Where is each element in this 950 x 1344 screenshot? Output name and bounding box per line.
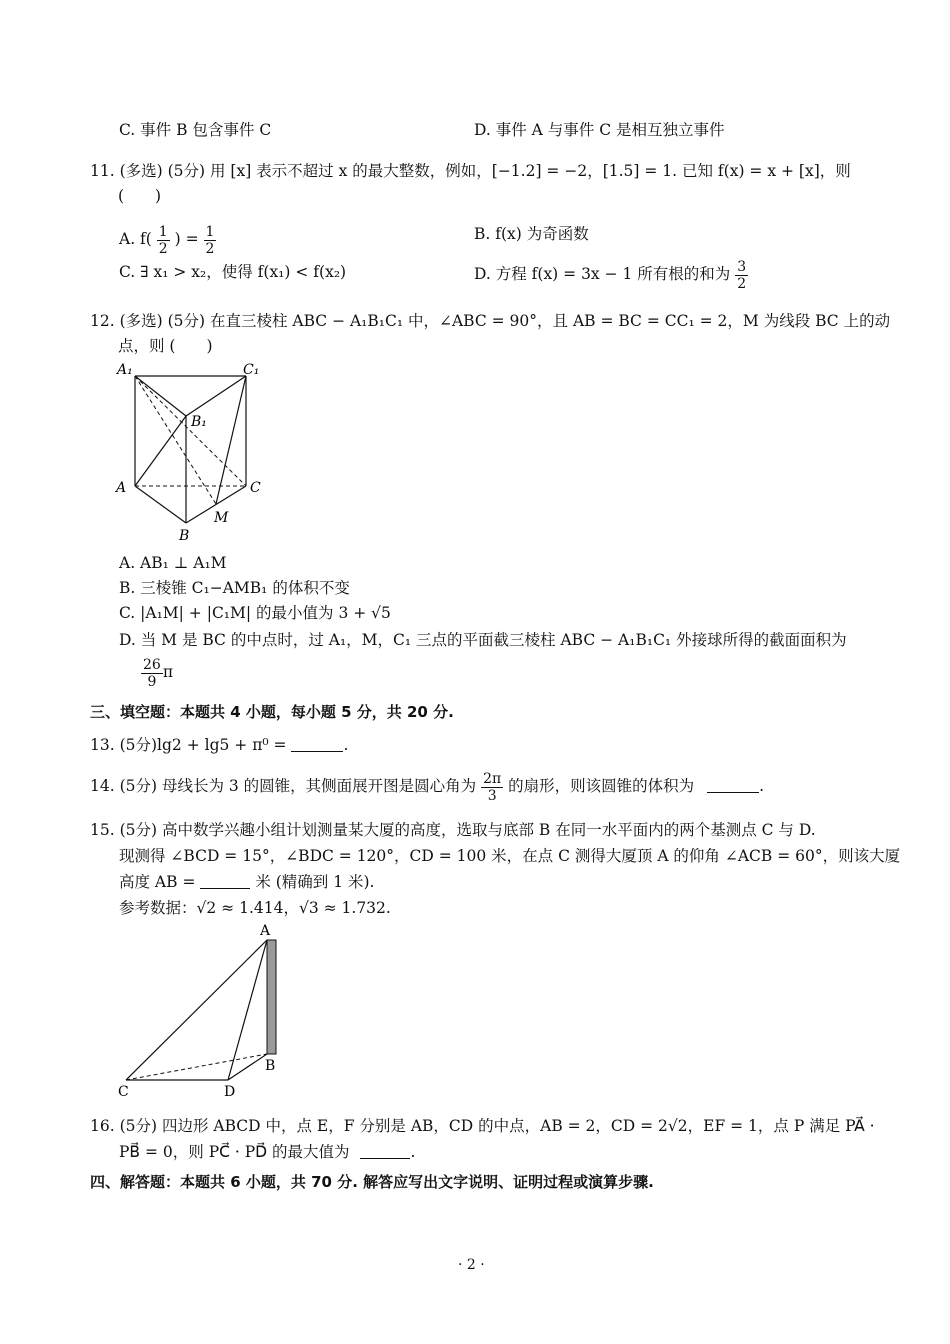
q15-reference-data: 参考数据：√2 ≈ 1.414，√3 ≈ 1.732. xyxy=(119,899,391,917)
q13-answer-blank xyxy=(291,735,343,752)
q12-option-d-value: $\frac{26}{9}$ π xyxy=(143,656,174,690)
q12-stem: 12. (多选) (5分) 在直三棱柱 ABC − A₁B₁C₁ 中，∠ABC = 90°，且 AB = BC = CC₁ = 2，M 为线段 BC 上的动 xyxy=(90,312,891,330)
q11-stem: 11. (多选) (5分) 用 [x] 表示不超过 x 的最大整数，例如，[−1.2] = −2，[1.5] = 1. 已知 f(x) = x + [x]，则 xyxy=(90,162,851,180)
q16-answer-blank xyxy=(360,1142,410,1159)
q16-line-1: 16. (5分) 四边形 ABCD 中，点 E，F 分别是 AB，CD 的中点，AB = 2，CD = 2√2，EF = 1，点 P 满足 PA⃗ · xyxy=(90,1117,875,1135)
label-b: B xyxy=(265,1058,276,1074)
building-figure xyxy=(110,918,300,1104)
label-b: B xyxy=(179,528,190,544)
label-a: A xyxy=(116,480,127,496)
q14: 14. (5分) 母线长为 3 的圆锥，其侧面展开图是圆心角为 $\frac{2\pi}{3}$ 的扇形，则该圆锥的体积为 . xyxy=(90,770,765,804)
q12-stem-2: 点，则 ( ) xyxy=(118,337,213,355)
page-number: · 2 · xyxy=(458,1257,485,1273)
label-c1: C₁ xyxy=(243,362,260,378)
q12-option-d: D. 当 M 是 BC 的中点时，过 A₁，M，C₁ 三点的平面截三棱柱 ABC − A₁B₁C₁ 外接球所得的截面面积为 xyxy=(119,631,847,649)
q11-answer-paren: ( ) xyxy=(118,187,162,205)
section-3-heading: 三、填空题：本题共 4 小题，每小题 5 分，共 20 分. xyxy=(90,703,454,721)
q13: 13. (5分)lg2 + lg5 + π⁰ = . xyxy=(90,736,349,754)
q12-option-a: A. AB₁ ⊥ A₁M xyxy=(119,554,227,572)
q10-option-d: D. 事件 A 与事件 C 是相互独立事件 xyxy=(474,121,725,139)
q10-option-c: C. 事件 B 包含事件 C xyxy=(119,121,272,139)
q12-option-b: B. 三棱锥 C₁−AMB₁ 的体积不变 xyxy=(119,579,350,597)
prism-figure xyxy=(110,358,290,548)
q11-option-d-frac: $\frac{3}{2}$ xyxy=(737,258,747,292)
q12-option-d-frac: $\frac{26}{9}$ xyxy=(143,656,161,690)
section-4-heading: 四、解答题：本题共 6 小题，共 70 分. 解答应写出文字说明、证明过程或演算步骤. xyxy=(90,1173,654,1191)
q11-option-c: C. ∃ x₁ > x₂，使得 f(x₁) < f(x₂) xyxy=(119,263,347,281)
q15-line-3: 高度 AB = 米 (精确到 1 米). xyxy=(119,873,375,891)
label-a: A xyxy=(260,923,271,939)
q11-option-d: D. 方程 f(x) = 3x − 1 所有根的和为 $\frac{3}{2}$ xyxy=(474,258,747,292)
label-c: C xyxy=(250,480,261,496)
q11-option-a: A. f( $\frac{1}{2}$ ) = $\frac{1}{2}$ xyxy=(119,223,215,257)
label-c: C xyxy=(118,1084,129,1100)
q14-frac: $\frac{2\pi}{3}$ xyxy=(483,770,502,804)
q16-line-2: PB⃗ = 0，则 PC⃗ · PD⃗ 的最大值为 . xyxy=(119,1143,416,1161)
label-a1: A₁ xyxy=(117,362,133,378)
label-b1: B₁ xyxy=(191,414,207,430)
q15-line-2: 现测得 ∠BCD = 15°，∠BDC = 120°，CD = 100 米，在点 C 测得大厦顶 A 的仰角 ∠ACB = 60°，则该大厦 xyxy=(119,847,901,865)
q11-option-b: B. f(x) 为奇函数 xyxy=(474,225,589,243)
q11-option-a-frac2: $\frac{1}{2}$ xyxy=(205,223,215,257)
q14-answer-blank xyxy=(707,776,759,793)
q15-line-1: 15. (5分) 高中数学兴趣小组计划测量某大厦的高度，选取与底部 B 在同一水平面内的两个基测点 C 与 D. xyxy=(90,821,816,839)
label-d: D xyxy=(224,1084,236,1100)
q11-option-a-frac1: $\frac{1}{2}$ xyxy=(158,223,168,257)
q15-answer-blank xyxy=(200,872,250,889)
label-m: M xyxy=(214,510,229,526)
q12-option-c: C. |A₁M| + |C₁M| 的最小值为 3 + √5 xyxy=(119,604,391,622)
